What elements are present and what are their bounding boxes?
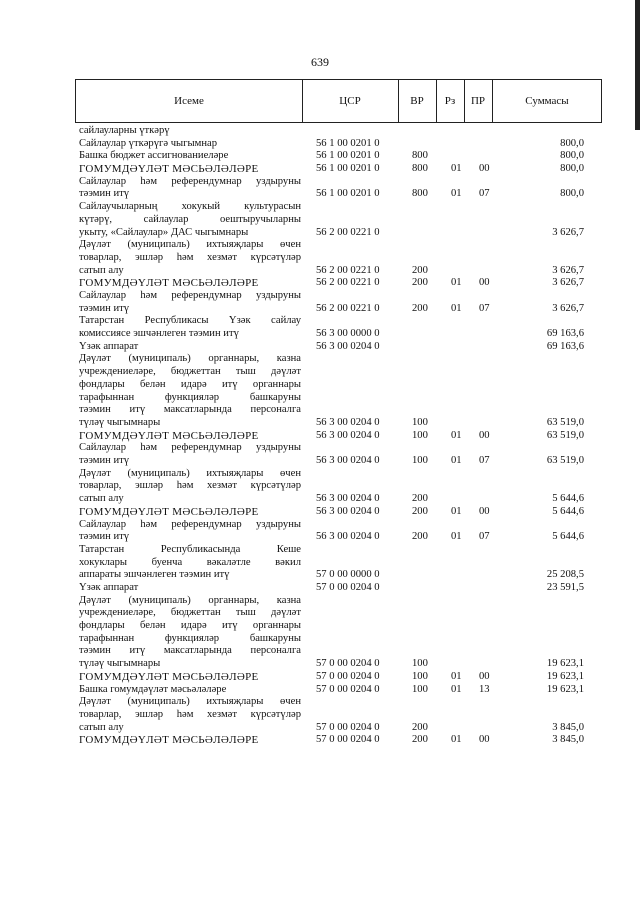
cell-rz: 01 bbox=[451, 734, 462, 746]
row-name bbox=[79, 277, 301, 290]
row-name-line: сайлауларны үткәрү bbox=[79, 125, 170, 136]
row-name bbox=[79, 150, 301, 163]
cell-csr: 57 0 00 0204 0 bbox=[316, 582, 380, 593]
cell-rz: 01 bbox=[451, 670, 462, 682]
cell-sum: 69 163,6 bbox=[546, 340, 584, 352]
budget-table bbox=[75, 79, 602, 747]
cell-vr: 800 bbox=[412, 150, 428, 162]
row-name-line: товарлар, эшләр һәм хезмәт күрсәтүләр bbox=[79, 480, 301, 492]
cell-csr: 56 1 00 0201 0 bbox=[316, 188, 380, 200]
cell-vr: 800 bbox=[412, 163, 428, 175]
cell-csr: 57 0 00 0204 0 bbox=[316, 658, 380, 670]
cell-sum: 800,0 bbox=[560, 150, 584, 162]
row-name-line: Дәүләт (муниципаль) ихтыяҗлары өчен bbox=[79, 696, 301, 708]
cell-csr: 57 0 00 0000 0 bbox=[316, 569, 380, 581]
row-name-line: тәэмин итү bbox=[79, 188, 130, 200]
table-row bbox=[75, 506, 602, 519]
cell-csr: 57 0 00 0204 0 bbox=[316, 683, 380, 695]
cell-sum: 69 163,6 bbox=[546, 328, 584, 340]
row-name-line: учреждениеләре, бюджеттан тыш дәүләт bbox=[79, 607, 301, 619]
cell-pr: 07 bbox=[479, 302, 490, 314]
cell-vr: 100 bbox=[412, 670, 428, 682]
cell-vr: 200 bbox=[412, 531, 428, 543]
row-name bbox=[79, 506, 301, 519]
cell-pr: 00 bbox=[479, 734, 490, 746]
row-name-line: Үзәк аппарат bbox=[79, 340, 139, 352]
row-name-line: күтәрү, сайлаулар оештыручыларны bbox=[79, 213, 301, 225]
cell-vr: 200 bbox=[412, 734, 428, 746]
cell-sum: 5 644,6 bbox=[552, 505, 584, 517]
row-name-line: Сайлаулар һәм референдумнар уздыруны bbox=[79, 442, 301, 454]
row-name-line: тарафыннан функцияләр башкаруны bbox=[79, 632, 301, 644]
cell-sum: 19 623,1 bbox=[546, 670, 584, 682]
cell-vr: 100 bbox=[412, 429, 428, 441]
row-name-line: Үзәк аппарат bbox=[79, 582, 139, 594]
row-name-line: тәэмин итү bbox=[79, 302, 130, 314]
table-body bbox=[75, 125, 602, 747]
row-name-line: укыту, «Сайлаулар» ДАС чыгымнары bbox=[79, 226, 249, 238]
table-row bbox=[75, 684, 602, 697]
cell-csr: 56 2 00 0221 0 bbox=[316, 302, 380, 314]
header-pr: ПР bbox=[470, 95, 486, 107]
row-name-line: аппараты эшчәнлеген тәэмин итү bbox=[79, 569, 230, 581]
header-csr: ЦСР bbox=[339, 95, 361, 107]
cell-pr: 00 bbox=[479, 670, 490, 682]
cell-csr: 57 0 00 0204 0 bbox=[316, 734, 380, 746]
table-header bbox=[75, 79, 602, 123]
cell-sum: 800,0 bbox=[560, 188, 584, 200]
cell-sum: 3 845,0 bbox=[552, 721, 584, 733]
row-name-line: сатып алу bbox=[79, 264, 124, 276]
row-name-line: Дәүләт (муниципаль) ихтыяҗлары өчен bbox=[79, 467, 301, 479]
cell-csr: 56 1 00 0201 0 bbox=[316, 163, 380, 175]
row-name bbox=[79, 734, 301, 747]
row-name bbox=[79, 125, 301, 138]
table-row bbox=[75, 315, 602, 340]
cell-sum: 19 623,1 bbox=[546, 658, 584, 670]
row-name-line: түләү чыгымнары bbox=[79, 658, 161, 670]
row-name-line: Сайлаулар һәм референдумнар уздыруны bbox=[79, 290, 301, 302]
cell-sum: 25 208,5 bbox=[546, 569, 584, 581]
cell-pr: 00 bbox=[479, 429, 490, 441]
row-name bbox=[79, 290, 301, 315]
cell-csr: 56 2 00 0221 0 bbox=[316, 226, 380, 238]
cell-rz: 01 bbox=[451, 683, 462, 695]
row-name-line: Татарстан Республикасы Үзәк сайлау bbox=[79, 315, 301, 327]
row-name bbox=[79, 582, 301, 595]
cell-vr: 200 bbox=[412, 721, 428, 733]
cell-rz: 01 bbox=[451, 163, 462, 175]
row-name-line: учреждениеләре, бюджеттан тыш дәүләт bbox=[79, 366, 301, 378]
page-number: 639 bbox=[311, 55, 329, 69]
row-name-line: Башка гомумдәүләт мәсьәләләре bbox=[79, 683, 227, 695]
header-rz: Рз bbox=[444, 95, 456, 107]
cell-vr: 800 bbox=[412, 188, 428, 200]
row-name-line: хокуклары буенча вәкаләтле вәкил bbox=[79, 556, 301, 568]
table-row bbox=[75, 201, 602, 239]
row-name-line: Дәүләт (муниципаль) органнары, казна bbox=[79, 594, 301, 606]
row-name-line: сатып алу bbox=[79, 721, 124, 733]
row-name-line: ГОМУМДӘҮЛӘТ МӘСЬӘЛӘЛӘРЕ bbox=[79, 277, 259, 290]
cell-rz: 01 bbox=[451, 505, 462, 517]
table-row bbox=[75, 430, 602, 443]
header-sum: Суммасы bbox=[525, 95, 569, 107]
cell-csr: 56 2 00 0221 0 bbox=[316, 264, 380, 276]
cell-rz: 01 bbox=[451, 277, 462, 289]
cell-pr: 13 bbox=[479, 683, 490, 695]
cell-sum: 63 519,0 bbox=[546, 455, 584, 467]
row-name-line: Татарстан Республикасында Кеше bbox=[79, 543, 301, 555]
cell-rz: 01 bbox=[451, 455, 462, 467]
cell-sum: 800,0 bbox=[560, 163, 584, 175]
row-name-line: сатып алу bbox=[79, 493, 124, 505]
row-name bbox=[79, 353, 301, 429]
table-row bbox=[75, 163, 602, 176]
cell-vr: 100 bbox=[412, 658, 428, 670]
cell-sum: 23 591,5 bbox=[546, 582, 584, 593]
table-row bbox=[75, 468, 602, 506]
row-name bbox=[79, 519, 301, 544]
cell-sum: 3 626,7 bbox=[552, 277, 584, 289]
cell-pr: 07 bbox=[479, 455, 490, 467]
cell-vr: 100 bbox=[412, 416, 428, 428]
table-row bbox=[75, 582, 602, 595]
cell-vr: 200 bbox=[412, 302, 428, 314]
cell-pr: 07 bbox=[479, 531, 490, 543]
cell-vr: 200 bbox=[412, 493, 428, 505]
row-name bbox=[79, 696, 301, 734]
cell-sum: 63 519,0 bbox=[546, 429, 584, 441]
row-name bbox=[79, 315, 301, 340]
row-name-line: тәэмин итү bbox=[79, 531, 130, 543]
cell-sum: 5 644,6 bbox=[552, 493, 584, 505]
cell-vr: 100 bbox=[412, 683, 428, 695]
row-name bbox=[79, 163, 301, 176]
table-row bbox=[75, 696, 602, 734]
cell-csr: 57 0 00 0204 0 bbox=[316, 721, 380, 733]
table-row bbox=[75, 277, 602, 290]
cell-rz: 01 bbox=[451, 429, 462, 441]
cell-sum: 3 626,7 bbox=[552, 264, 584, 276]
row-name bbox=[79, 671, 301, 684]
table-row bbox=[75, 734, 602, 747]
table-row bbox=[75, 150, 602, 163]
cell-rz: 01 bbox=[451, 531, 462, 543]
row-name-line: Дәүләт (муниципаль) ихтыяҗлары өчен bbox=[79, 239, 301, 251]
cell-csr: 56 3 00 0204 0 bbox=[316, 531, 380, 543]
cell-csr: 56 3 00 0000 0 bbox=[316, 328, 380, 340]
table-row bbox=[75, 290, 602, 315]
row-name bbox=[79, 176, 301, 201]
cell-sum: 3 845,0 bbox=[552, 734, 584, 746]
cell-pr: 00 bbox=[479, 505, 490, 517]
row-name-line: Дәүләт (муниципаль) органнары, казна bbox=[79, 353, 301, 365]
row-name-line: комиссиясе эшчәнлеген тәэмин итү bbox=[79, 328, 239, 340]
cell-sum: 19 623,1 bbox=[546, 683, 584, 695]
cell-vr: 100 bbox=[412, 455, 428, 467]
cell-csr: 56 3 00 0204 0 bbox=[316, 416, 380, 428]
cell-pr: 00 bbox=[479, 277, 490, 289]
table-row bbox=[75, 544, 602, 582]
table-row bbox=[75, 671, 602, 684]
row-name-line: түләү чыгымнары bbox=[79, 416, 161, 428]
row-name-line: ГОМУМДӘҮЛӘТ МӘСЬӘЛӘЛӘРЕ bbox=[79, 505, 259, 518]
table-row bbox=[75, 519, 602, 544]
table-row bbox=[75, 239, 602, 277]
row-name bbox=[79, 239, 301, 277]
table-row bbox=[75, 442, 602, 467]
cell-vr: 200 bbox=[412, 505, 428, 517]
row-name-line: тәэмин итү максатларында персоналга bbox=[79, 404, 301, 416]
row-name-line: ГОМУМДӘҮЛӘТ МӘСЬӘЛӘЛӘРЕ bbox=[79, 670, 259, 683]
cell-csr: 56 3 00 0204 0 bbox=[316, 429, 380, 441]
cell-vr: 200 bbox=[412, 264, 428, 276]
row-name bbox=[79, 544, 301, 582]
cell-pr: 07 bbox=[479, 188, 490, 200]
table-row bbox=[75, 138, 602, 151]
row-name-line: ГОМУМДӘҮЛӘТ МӘСЬӘЛӘЛӘРЕ bbox=[79, 734, 259, 747]
row-name bbox=[79, 442, 301, 467]
table-row bbox=[75, 353, 602, 429]
table-row bbox=[75, 595, 602, 671]
cell-sum: 3 626,7 bbox=[552, 226, 584, 238]
cell-csr: 56 3 00 0204 0 bbox=[316, 455, 380, 467]
cell-sum: 3 626,7 bbox=[552, 302, 584, 314]
row-name bbox=[79, 468, 301, 506]
row-name-line: ГОМУМДӘҮЛӘТ МӘСЬӘЛӘЛӘРЕ bbox=[79, 429, 259, 442]
cell-csr: 56 2 00 0221 0 bbox=[316, 277, 380, 289]
row-name-line: Сайлаучыларның хокукый культурасын bbox=[79, 201, 301, 213]
row-name bbox=[79, 201, 301, 239]
cell-csr: 56 3 00 0204 0 bbox=[316, 340, 380, 352]
table-row bbox=[75, 176, 602, 201]
cell-csr: 56 3 00 0204 0 bbox=[316, 493, 380, 505]
row-name-line: тәэмин итү bbox=[79, 455, 130, 467]
row-name-line: Сайлаулар һәм референдумнар уздыруны bbox=[79, 175, 301, 187]
cell-rz: 01 bbox=[451, 188, 462, 200]
row-name bbox=[79, 595, 301, 671]
row-name bbox=[79, 138, 301, 151]
cell-csr: 57 0 00 0204 0 bbox=[316, 670, 380, 682]
row-name-line: ГОМУМДӘҮЛӘТ МӘСЬӘЛӘЛӘРЕ bbox=[79, 163, 259, 176]
cell-sum: 63 519,0 bbox=[546, 416, 584, 428]
row-name-line: товарлар, эшләр һәм хезмәт күрсәтүләр bbox=[79, 251, 301, 263]
header-name: Исеме bbox=[174, 95, 204, 107]
cell-sum: 5 644,6 bbox=[552, 531, 584, 543]
row-name-line: товарлар, эшләр һәм хезмәт күрсәтүләр bbox=[79, 708, 301, 720]
row-name-line: Сайлаулар һәм референдумнар уздыруны bbox=[79, 518, 301, 530]
row-name-line: Башка бюджет ассигнованиеләре bbox=[79, 150, 229, 162]
row-name bbox=[79, 684, 301, 697]
cell-csr: 56 3 00 0204 0 bbox=[316, 505, 380, 517]
cell-pr: 00 bbox=[479, 163, 490, 175]
table-row bbox=[75, 125, 602, 138]
cell-sum: 800,0 bbox=[560, 137, 584, 149]
row-name-line: фондлары белән идарә итү органнары bbox=[79, 620, 301, 632]
row-name-line: тарафыннан функцияләр башкаруны bbox=[79, 391, 301, 403]
cell-csr: 56 1 00 0201 0 bbox=[316, 150, 380, 162]
row-name-line: фондлары белән идарә итү органнары bbox=[79, 378, 301, 390]
cell-rz: 01 bbox=[451, 302, 462, 314]
row-name bbox=[79, 341, 301, 354]
row-name bbox=[79, 430, 301, 443]
table-row bbox=[75, 341, 602, 354]
row-name-line: Сайлаулар үткәрүгә чыгымнар bbox=[79, 137, 217, 149]
row-name-line: тәэмин итү максатларында персоналга bbox=[79, 645, 301, 657]
cell-csr: 56 1 00 0201 0 bbox=[316, 137, 380, 149]
cell-vr: 200 bbox=[412, 277, 428, 289]
header-vr: ВР bbox=[410, 95, 424, 107]
